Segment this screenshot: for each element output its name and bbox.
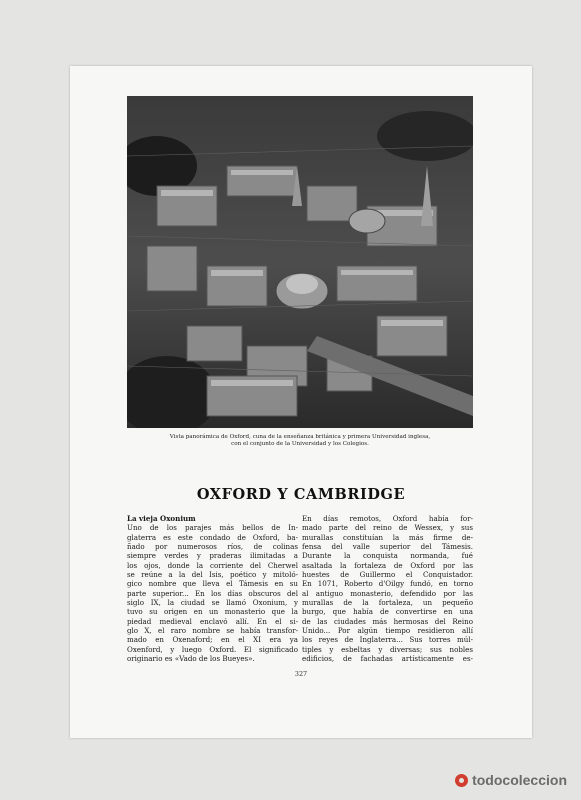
text-line: glo X, el raro nombre se había transfor- [127, 626, 298, 636]
photo-illustration [127, 96, 473, 428]
text-line: tiples y esbeltas y diversas; sus nobles [302, 644, 473, 654]
text-line: piedad medieval enclavó allí. En el si- [127, 616, 298, 626]
text-line: asaltada la fortaleza de Oxford por las [302, 560, 473, 570]
text-line: fensa del valle superior del Támesis. [302, 542, 473, 552]
right-column [302, 514, 473, 664]
text-line: al antiguo monasterio, defendido por las [302, 588, 473, 598]
text-line: glaterra es este condado de Oxford, ba- [127, 532, 298, 542]
text-line: siempre verdes y praderas ilimitadas a [127, 551, 298, 561]
text-line: Uno de los parajes más bellos de In- [127, 523, 298, 533]
text-line: Unido... Por algún tiempo residieron allí [302, 626, 473, 636]
oxford-aerial-photo [127, 96, 473, 428]
text-line: los ojos, donde la corriente del Cherwel [127, 560, 298, 570]
caption-line: Vista panorámica de Oxford, cuna de la enseñanza británica y primera Universidad inglesa, [169, 434, 431, 440]
text-line: mado en Oxenaford; en el XI era ya [127, 635, 298, 645]
caption-line: con el conjunto de la Universidad y los Colegios. [231, 441, 369, 448]
site-watermark [455, 772, 567, 788]
text-line: huestes de Guillermo el Conquistador. [302, 570, 473, 580]
magazine-page [70, 66, 532, 738]
article-title: OXFORD Y CAMBRIDGE [196, 486, 406, 503]
watermark-logo-icon [455, 774, 468, 787]
text-line: Oxenford, y luego Oxford. El significado [127, 644, 298, 654]
text-line: En días remotos, Oxford había for- [302, 514, 473, 523]
text-line: siglo IX, la ciudad se llamó Oxonium, y [127, 598, 298, 608]
text-line: parte superior... En los días obscuros del [127, 588, 298, 598]
text-line: de las ciudades más hermosas del Reino [302, 616, 473, 626]
text-line: gico nombre que lleva el Támesis en su [127, 579, 298, 589]
text-line: murallas de la fortaleza, un pequeño [302, 598, 473, 608]
photo-caption [127, 434, 473, 449]
text-line: burgo, que había de convertirse en una [302, 607, 473, 617]
text-line: edificios, de fachadas artísticamente es- [302, 654, 473, 664]
text-line: se reúne a la del Isis, poético y mitoló- [127, 570, 298, 580]
page-number: 327 [294, 670, 308, 678]
text-line: originario es «Vado de los Bueyes». [127, 654, 255, 664]
text-line: Durante la conquista normanda, fué [302, 551, 473, 561]
text-line: mado parte del reino de Wessex, y sus [302, 523, 473, 533]
section-subhead: La vieja Oxonium [127, 514, 196, 523]
text-line: murallas constituían la más firme de- [302, 532, 473, 542]
text-line: En 1071, Roberto d'Oilgy fundó, en torno [302, 579, 473, 589]
text-line: los reyes de Inglaterra... Sus torres múl- [302, 635, 473, 645]
text-line: ñado por numerosos ríos, de colinas [127, 542, 298, 552]
left-column [127, 514, 298, 664]
watermark-text: todocoleccion [472, 772, 567, 788]
text-line: tuvo su origen en un monasterio que la [127, 607, 298, 617]
